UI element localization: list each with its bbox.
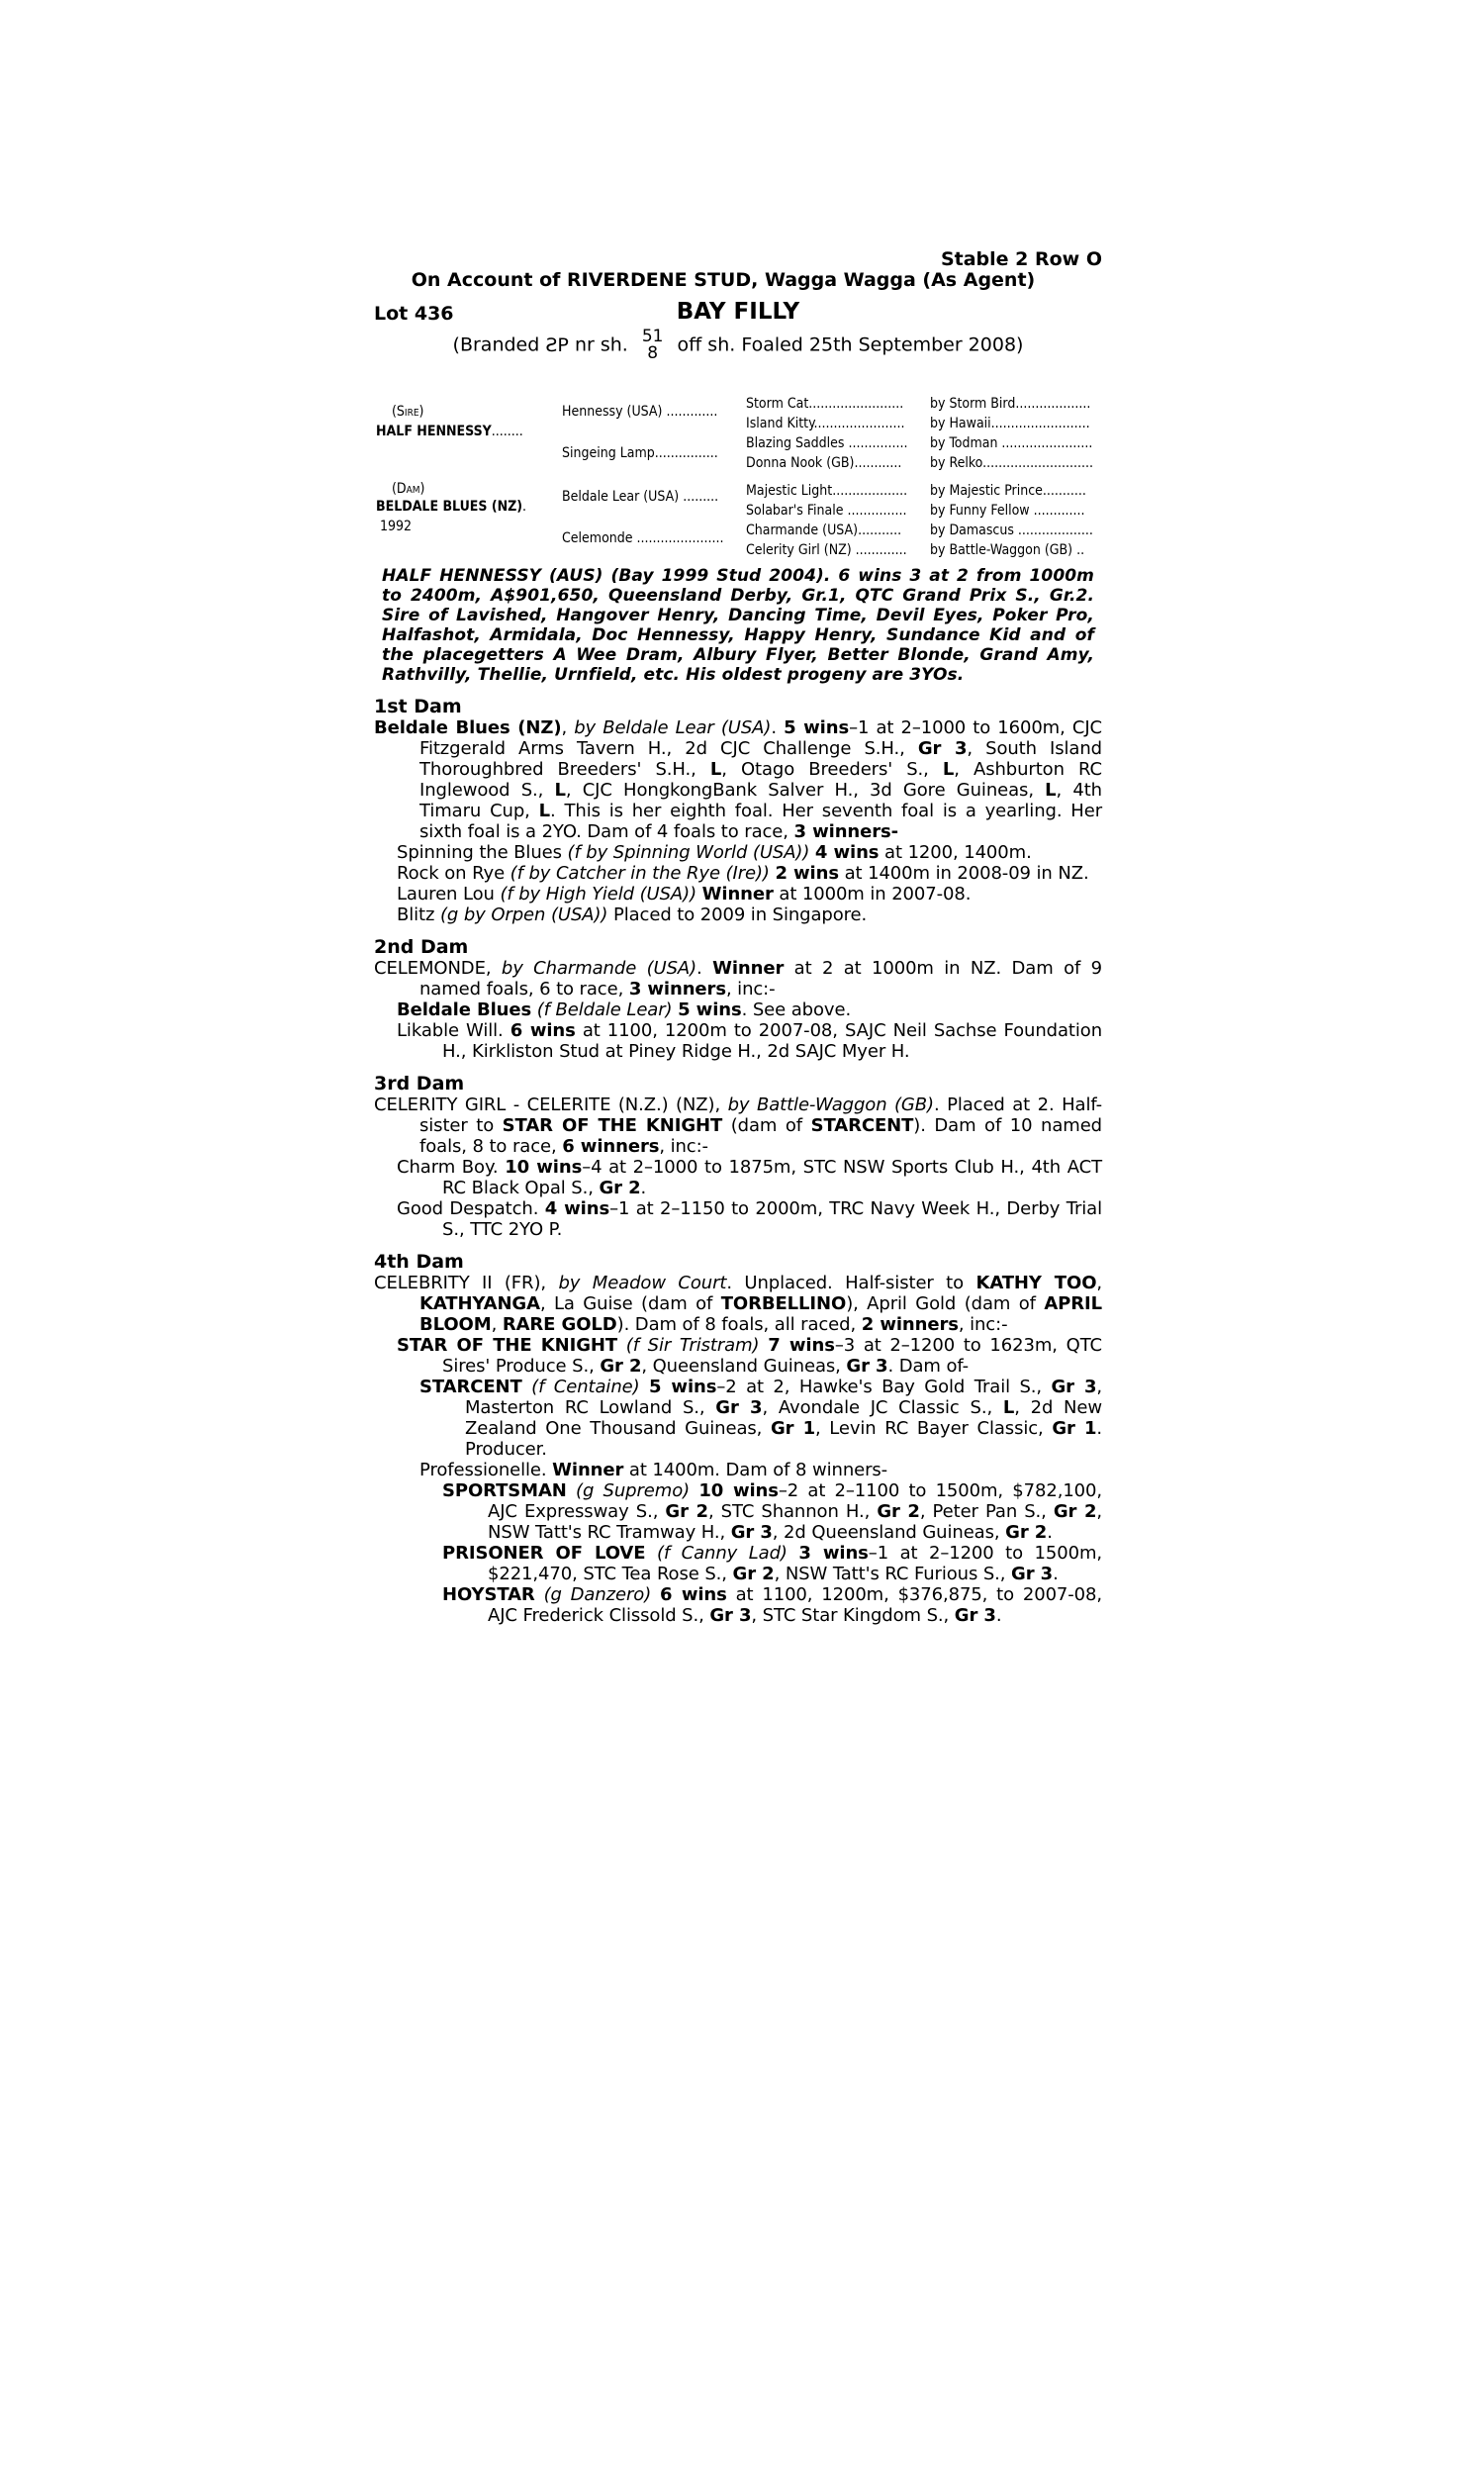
foal-tail: , 2d New Zealand One Thousand Guineas, bbox=[465, 1397, 1103, 1439]
second-dam-text: at 2 at 1000m in NZ. Dam of 9 named foals, 6 to race, bbox=[419, 958, 1103, 999]
foal-tail: , STC Shannon H., bbox=[707, 1501, 878, 1522]
foal-result: 4 wins bbox=[544, 1198, 610, 1219]
foal-result: 6 wins bbox=[510, 1020, 576, 1041]
grade-badge: Gr 3 bbox=[730, 1522, 773, 1543]
foal-result: 6 wins bbox=[660, 1584, 727, 1605]
foal-name: Rock on Rye bbox=[397, 863, 506, 884]
ped-g2-2: Island Kitty....................... bbox=[746, 416, 905, 431]
foal-tail: at 1200, 1400m. bbox=[879, 842, 1032, 863]
first-dam-text: , South Island Thoroughbred Breeders' S.H., bbox=[419, 738, 1102, 780]
ped-g2-7: Charmande (USA)........... bbox=[746, 523, 902, 538]
foal-entry bbox=[374, 1020, 1102, 1062]
horse-title: BAY FILLY bbox=[676, 299, 800, 325]
third-dam-text: , inc:- bbox=[659, 1136, 708, 1157]
fourth-dam-winners: 2 winners bbox=[861, 1314, 959, 1335]
second-dam-text: . bbox=[696, 958, 713, 979]
foal-tail: –2 at 2–1100 to 1500m, $782,100, AJC Expressway S., bbox=[488, 1480, 1103, 1522]
fourth-dam-text: . Unplaced. Half-sister to bbox=[726, 1273, 976, 1293]
ped-g3-5: by Majestic Prince........... bbox=[930, 483, 1086, 499]
black-type-name: KATHY TOO bbox=[975, 1273, 1097, 1293]
foal-entry bbox=[374, 1480, 1102, 1543]
grade-badge: Gr 3 bbox=[1051, 1377, 1097, 1397]
grade-badge: Gr 3 bbox=[954, 1605, 996, 1626]
listed-badge: L bbox=[1002, 1397, 1015, 1418]
grade-badge: Gr 3 bbox=[1011, 1564, 1054, 1584]
foal-desc: (f by High Yield (USA)) bbox=[500, 884, 696, 904]
fourth-dam-text: , inc:- bbox=[958, 1314, 1008, 1335]
grade-badge: Gr 2 bbox=[599, 1178, 641, 1198]
stable-location: Stable 2 Row O bbox=[940, 248, 1102, 270]
foal-tail: –2 at 2, Hawke's Bay Gold Trail S., bbox=[716, 1377, 1052, 1397]
foal-tail: , NSW Tatt's RC Furious S., bbox=[774, 1564, 1012, 1584]
ped-g3-4: by Relko............................ bbox=[930, 455, 1094, 471]
second-dam-winner: Winner bbox=[712, 958, 785, 979]
first-dam-text: , CJC HongkongBank Salver H., 3d Gore Guineas, bbox=[565, 780, 1046, 801]
foal-entry bbox=[374, 1198, 1102, 1240]
black-type-name: STAR OF THE KNIGHT bbox=[502, 1115, 723, 1136]
sire-dots: ........ bbox=[491, 424, 523, 439]
foal-tail: –1 at 2–1200 to 1500m, $221,470, STC Tea Rose S., bbox=[488, 1543, 1103, 1584]
first-dam-text: - bbox=[890, 821, 899, 842]
third-dam-paragraph bbox=[374, 1094, 1102, 1157]
foal-desc: (f Beldale Lear) bbox=[536, 999, 673, 1020]
foal-entry bbox=[374, 863, 1102, 884]
grade-badge: Gr 2 bbox=[665, 1501, 708, 1522]
grade-badge: Gr 2 bbox=[732, 1564, 775, 1584]
black-type-name: KATHYANGA bbox=[419, 1293, 540, 1314]
foal-result: 3 wins bbox=[798, 1543, 869, 1564]
foal-tail: , Queensland Guineas, bbox=[641, 1356, 847, 1377]
foal-desc: (f Canny Lad) bbox=[656, 1543, 788, 1564]
foal-entry bbox=[374, 1584, 1102, 1626]
ped-g2-1: Storm Cat........................ bbox=[746, 396, 904, 412]
second-dam-name: CELEMONDE, bbox=[374, 958, 492, 979]
second-dam-heading: 2nd Dam bbox=[374, 936, 469, 958]
lot-line bbox=[374, 299, 1102, 327]
foal-name: Professionelle. bbox=[419, 1460, 553, 1480]
foal-tail: . See above. bbox=[741, 999, 852, 1020]
foal-tail: , Peter Pan S., bbox=[919, 1501, 1054, 1522]
third-dam-text: ). Dam of 10 named foals, 8 to race, bbox=[419, 1115, 1102, 1157]
foal-result: 10 wins bbox=[505, 1157, 583, 1178]
foal-name: Lauren Lou bbox=[397, 884, 495, 904]
grade-badge: Gr 2 bbox=[1005, 1522, 1048, 1543]
dam-name-text: BELDALE BLUES (NZ) bbox=[376, 499, 523, 515]
fourth-dam-paragraph bbox=[374, 1273, 1102, 1335]
foal-name: Charm Boy. bbox=[397, 1157, 506, 1178]
third-dam-text: (dam of bbox=[722, 1115, 811, 1136]
foal-name: Likable Will. bbox=[397, 1020, 510, 1041]
ped-g3-8: by Battle-Waggon (GB) .. bbox=[930, 542, 1085, 558]
second-dam-paragraph bbox=[374, 958, 1102, 999]
ped-g3-6: by Funny Fellow ............. bbox=[930, 503, 1085, 519]
ped-g3-7: by Damascus ................... bbox=[930, 523, 1093, 538]
ped-g2-6: Solabar's Finale ............... bbox=[746, 503, 907, 519]
foal-result: 10 wins bbox=[698, 1480, 779, 1501]
listed-badge: L bbox=[538, 801, 551, 821]
first-dam-text: . This is her eighth foal. Her seventh foal is a yearling. Her sixth foal is a 2YO. Dam of 4 foals to race, bbox=[419, 801, 1103, 842]
fourth-dam-text: , bbox=[491, 1314, 503, 1335]
dam-sire: Beldale Lear (USA) ......... bbox=[562, 489, 719, 505]
foal-desc: (f by Spinning World (USA)) bbox=[567, 842, 810, 863]
listed-badge: L bbox=[1045, 780, 1057, 801]
grade-badge: Gr 3 bbox=[715, 1397, 763, 1418]
fourth-dam-heading: 4th Dam bbox=[374, 1251, 464, 1273]
foal-tail: at 1000m in 2007-08. bbox=[773, 884, 972, 904]
grade-badge: Gr 3 bbox=[709, 1605, 752, 1626]
third-dam-name: CELERITY GIRL - CELERITE (N.Z.) (NZ), bbox=[374, 1094, 721, 1115]
foal-tail: –1 at 2–1150 to 2000m, TRC Navy Week H., Derby Trial S., TTC 2YO P. bbox=[442, 1198, 1102, 1240]
foal-result: 5 wins bbox=[678, 999, 742, 1020]
first-dam-paragraph: Beldale Blues (NZ), by Beldale Lear (USA). 5 wins–1 at 2–1000 to 1600m, CJC Fitzgerald Arms Tavern H., 2d CJC Challenge S.H., Gr 3, South Island Thoroughbred Breeders' S.H., L, Otago Breeders' S., L, Ashburton RC Inglewood S., L, CJC HongkongBank Salver H., 3d Gore Guineas, L, 4th Timaru Cup, L. This is her eighth foal. Her seventh foal is a yearling. Her sixth foal is a 2YO. Dam of 4 foals to race, 3 winners- bbox=[374, 717, 1103, 842]
foal-tail: , STC Star Kingdom S., bbox=[751, 1605, 955, 1626]
sire-label: (Sire) bbox=[392, 404, 424, 420]
foal-desc: (g by Orpen (USA)) bbox=[439, 904, 608, 925]
foal-entry bbox=[374, 1157, 1102, 1198]
vendor-account: On Account of RIVERDENE STUD, Wagga Wagga (As Agent) bbox=[411, 269, 1036, 291]
third-dam-winners: 6 winners bbox=[562, 1136, 660, 1157]
foal-name: Spinning the Blues bbox=[397, 842, 562, 863]
black-type-name: TORBELLINO bbox=[720, 1293, 847, 1314]
brand-prefix: (Branded bbox=[452, 333, 540, 356]
ped-g2-3: Blazing Saddles ............... bbox=[746, 435, 908, 451]
foal-entry bbox=[374, 999, 1102, 1020]
black-type-name: APRIL BLOOM bbox=[419, 1293, 1102, 1335]
foal-result: 7 wins bbox=[768, 1335, 835, 1356]
foal-desc: (g Supremo) bbox=[576, 1480, 691, 1501]
brand-fraction bbox=[642, 329, 664, 362]
brand-mid: nr sh. bbox=[574, 333, 628, 356]
foal-tail: . bbox=[995, 1605, 1002, 1626]
foal-tail: . Dam of- bbox=[887, 1356, 970, 1377]
foal-name: HOYSTAR bbox=[442, 1584, 535, 1605]
foal-tail: at 1400m in 2008-09 in NZ. bbox=[838, 863, 1089, 884]
ped-g2-5: Majestic Light................... bbox=[746, 483, 908, 499]
ped-g2-8: Celerity Girl (NZ) ............. bbox=[746, 542, 907, 558]
listed-badge: L bbox=[709, 759, 722, 780]
foal-result: Winner bbox=[701, 884, 774, 904]
fourth-dam-text: ), April Gold (dam of bbox=[846, 1293, 1045, 1314]
foal-tail: Placed to 2009 in Singapore. bbox=[607, 904, 868, 925]
foal-desc: (f by Catcher in the Rye (Ire)) bbox=[510, 863, 770, 884]
third-dam-heading: 3rd Dam bbox=[374, 1073, 465, 1094]
sire-summary: HALF HENNESSY (AUS) (Bay 1999 Stud 2004). 6 wins 3 at 2 from 1000m to 2400m, A$901,650, Queensland Derby, Gr.1, QTC Grand Prix S., Gr.2. Sire of Lavished, Hangover Henry, Dancing Time, Devil Eyes, Poker Pro, Halfashot, Armidala, Doc Hennessy, Happy Henry, Sundance Kid and of the placegetters A Wee Dram, Albury Flyer, Better Blonde, Grand Amy, Rathvilly, Thellie, Urnfield, etc. His oldest progeny are 3YOs. bbox=[382, 566, 1094, 685]
foal-name: Beldale Blues bbox=[397, 999, 532, 1020]
foal-result: 2 wins bbox=[775, 863, 839, 884]
foal-name: Good Despatch. bbox=[397, 1198, 545, 1219]
foal-tail: , Masterton RC Lowland S., bbox=[465, 1377, 1103, 1418]
ped-g3-3: by Todman ....................... bbox=[930, 435, 1093, 451]
grade-badge: Gr 2 bbox=[1053, 1501, 1097, 1522]
dam-dots: . bbox=[522, 499, 527, 515]
second-dam-text: , inc:- bbox=[725, 979, 776, 999]
first-dam-text: , 4th Timaru Cup, bbox=[419, 780, 1102, 821]
fourth-dam-sire: by Meadow Court bbox=[558, 1273, 727, 1293]
foal-tail: , Levin RC Bayer Classic, bbox=[815, 1418, 1053, 1439]
second-dam-sire: by Charmande (USA) bbox=[501, 958, 697, 979]
foal-tail: , 2d Queensland Guineas, bbox=[772, 1522, 1006, 1543]
foal-desc: (f Sir Tristram) bbox=[625, 1335, 760, 1356]
third-dam-text: . Placed at 2. Half-sister to bbox=[419, 1094, 1102, 1136]
brand-suffix: off sh. Foaled 25th September 2008) bbox=[677, 333, 1024, 356]
first-dam-sire: by Beldale Lear (USA) bbox=[574, 717, 772, 738]
foal-entry bbox=[374, 842, 1102, 863]
fourth-dam-text: ). Dam of 8 foals, all raced, bbox=[616, 1314, 862, 1335]
foal-desc: (f Centaine) bbox=[531, 1377, 640, 1397]
grade-badge: Gr 3 bbox=[917, 738, 968, 759]
foal-entry bbox=[374, 1460, 1102, 1480]
listed-badge: L bbox=[942, 759, 955, 780]
foal-entry bbox=[374, 1543, 1102, 1584]
ped-g3-2: by Hawaii......................... bbox=[930, 416, 1090, 431]
brand-denominator: 8 bbox=[647, 343, 659, 363]
sire-name bbox=[376, 424, 523, 439]
foal-tail: . bbox=[1053, 1564, 1059, 1584]
grade-badge: Gr 1 bbox=[770, 1418, 815, 1439]
first-dam-winners: 3 winners bbox=[793, 821, 891, 842]
first-dam-name: Beldale Blues (NZ) bbox=[374, 717, 562, 738]
foal-tail: . bbox=[640, 1178, 647, 1198]
foal-entry bbox=[374, 904, 1102, 925]
first-dam-wins: 5 wins bbox=[784, 717, 850, 738]
third-dam-sire: by Battle-Waggon (GB) bbox=[727, 1094, 934, 1115]
catalogue-page bbox=[374, 249, 1102, 1626]
foal-name: STARCENT bbox=[419, 1377, 522, 1397]
foal-tail: , Avondale JC Classic S., bbox=[762, 1397, 1003, 1418]
sire-sire: Hennessy (USA) ............. bbox=[562, 404, 718, 420]
grade-badge: Gr 1 bbox=[1052, 1418, 1097, 1439]
foal-desc: (g Danzero) bbox=[543, 1584, 652, 1605]
dam-dam: Celemonde ...................... bbox=[562, 530, 724, 546]
sire-name-text: HALF HENNESSY bbox=[376, 424, 492, 439]
brand-mark-icon: ƧP bbox=[545, 333, 569, 356]
foal-result: 5 wins bbox=[649, 1377, 717, 1397]
grade-badge: Gr 2 bbox=[877, 1501, 920, 1522]
foal-tail: at 1100, 1200m, $376,875, to 2007-08, AJC Frederick Clissold S., bbox=[488, 1584, 1103, 1626]
first-dam-text: , Ashburton RC Inglewood S., bbox=[419, 759, 1102, 801]
first-dam-text: , Otago Breeders' S., bbox=[721, 759, 943, 780]
listed-badge: L bbox=[554, 780, 566, 801]
foal-tail: . bbox=[1047, 1522, 1053, 1543]
dam-label: (Dam) bbox=[392, 481, 425, 497]
second-dam-winners: 3 winners bbox=[628, 979, 726, 999]
fourth-dam-text: , La Guise (dam of bbox=[539, 1293, 721, 1314]
lot-number: Lot 436 bbox=[374, 303, 454, 325]
brand-line bbox=[374, 329, 1102, 362]
foal-tail: at 1100, 1200m to 2007-08, SAJC Neil Sachse Foundation H., Kirkliston Stud at Piney Ridge H., 2d SAJC Myer H. bbox=[442, 1020, 1103, 1062]
foal-name: STAR OF THE KNIGHT bbox=[397, 1335, 618, 1356]
foal-tail: –4 at 2–1000 to 1875m, STC NSW Sports Club H., 4th ACT RC Black Opal S., bbox=[442, 1157, 1102, 1198]
dam-lines bbox=[374, 697, 1102, 1626]
grade-badge: Gr 2 bbox=[600, 1356, 642, 1377]
pedigree-table bbox=[374, 382, 1102, 566]
foal-entry bbox=[374, 1335, 1102, 1377]
foal-entry bbox=[374, 1377, 1102, 1460]
foal-result: 4 wins bbox=[814, 842, 880, 863]
dam-year: 1992 bbox=[380, 519, 413, 534]
brand-numerator: 51 bbox=[641, 327, 664, 346]
foal-tail: . Producer. bbox=[465, 1418, 1102, 1460]
dam-name bbox=[376, 499, 526, 515]
fourth-dam-text: , bbox=[1096, 1273, 1103, 1293]
first-dam-heading: 1st Dam bbox=[374, 696, 462, 717]
foal-name: SPORTSMAN bbox=[442, 1480, 567, 1501]
foal-result: Winner bbox=[552, 1460, 624, 1480]
fourth-dam-name: CELEBRITY II (FR), bbox=[374, 1273, 547, 1293]
black-type-name: STARCENT bbox=[810, 1115, 914, 1136]
first-dam-text: –1 at 2–1000 to 1600m, CJC Fitzgerald Arms Tavern H., 2d CJC Challenge S.H., bbox=[419, 717, 1103, 759]
sire-dam: Singeing Lamp................ bbox=[562, 445, 718, 461]
foal-tail: , NSW Tatt's RC Tramway H., bbox=[488, 1501, 1103, 1543]
foal-name: PRISONER OF LOVE bbox=[442, 1543, 646, 1564]
foal-name: Blitz bbox=[397, 904, 435, 925]
black-type-name: RARE GOLD bbox=[502, 1314, 617, 1335]
ped-g2-4: Donna Nook (GB)............ bbox=[746, 455, 902, 471]
foal-entry bbox=[374, 884, 1102, 904]
foal-tail: at 1400m. Dam of 8 winners- bbox=[623, 1460, 888, 1480]
grade-badge: Gr 3 bbox=[846, 1356, 888, 1377]
foal-tail: –3 at 2–1200 to 1623m, QTC Sires' Produce S., bbox=[442, 1335, 1103, 1377]
ped-g3-1: by Storm Bird................... bbox=[930, 396, 1091, 412]
